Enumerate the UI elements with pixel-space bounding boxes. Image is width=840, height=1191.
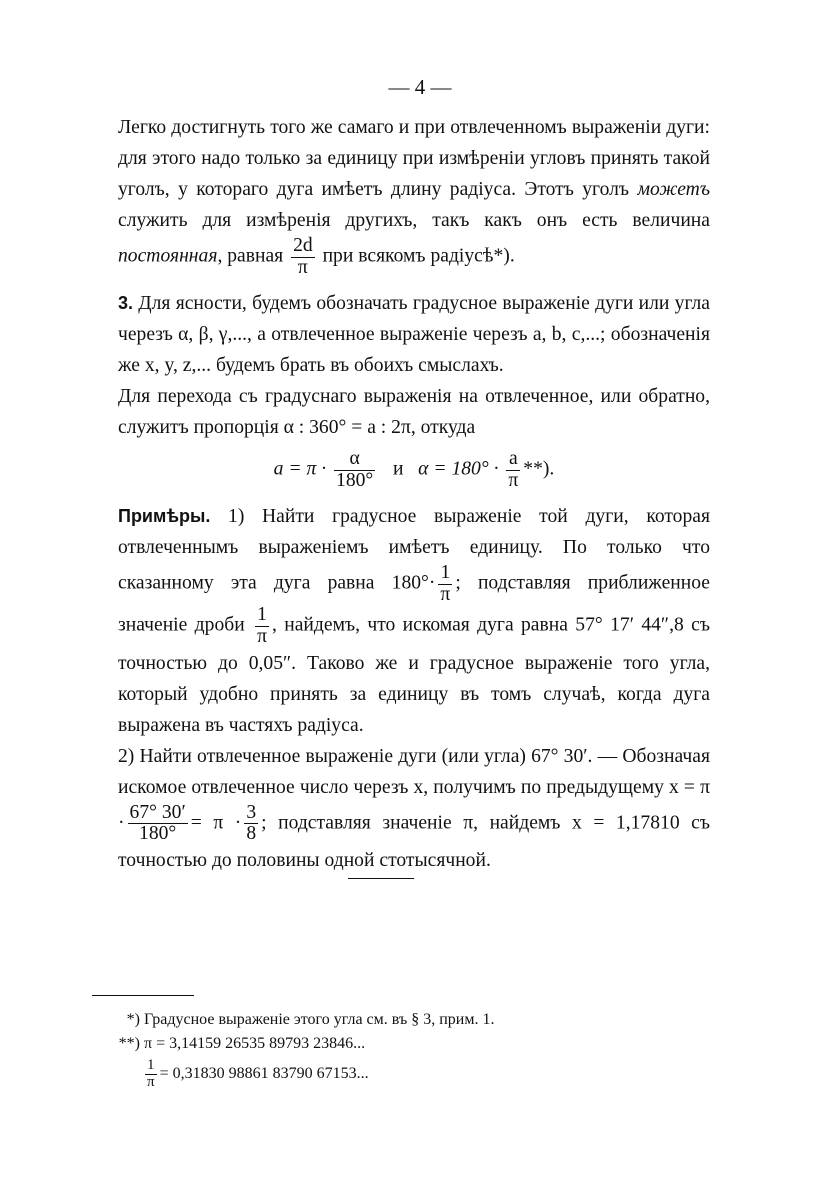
example-2 — [118, 741, 710, 876]
para1-text-a: Легко достигнуть того же самаго и при отвлеченномъ выраженіи дуги: для этого надо только за единицу при измѣреніи угловъ принять такой уголъ, у котораго дуга имѣетъ длину радіуса. Этотъ уголъ — [118, 117, 710, 200]
footnote-frac-num: 1 — [145, 1058, 157, 1075]
para2-text: Для ясности, будемъ обозначать градусное выраженіе дуги или угла черезъ α, β, γ,..., а отвлеченное выраженіе черезъ a, b, c,...; обозначенія же x, y, z,... будемъ брать въ обоихъ смыслахъ. — [118, 293, 710, 377]
para3-text: Для перехода съ градуснаго выраженія на отвлеченное, или обратно, служитъ пропорція α : 360° = a : 2π, откуда — [118, 386, 710, 439]
ex2-f2-num: 3 — [246, 801, 257, 823]
footnote-2-mark: **) — [118, 1035, 140, 1052]
formula-conjunction: и — [392, 458, 404, 480]
example-1 — [118, 501, 710, 740]
examples-label: Примѣры. — [118, 506, 211, 527]
ex2-fraction-2 — [244, 803, 258, 845]
formula-f2-num: a — [506, 449, 520, 471]
fraction-2d-over-pi — [291, 236, 315, 278]
footnote-2-continuation — [112, 1058, 672, 1091]
ex1-text-b: ; подставляя приближенное значеніе дроби — [118, 572, 710, 636]
ex1-fraction-1 — [438, 563, 452, 605]
ex1-f2-den: π — [257, 625, 267, 647]
ex1-f1-num: 1 — [438, 563, 452, 585]
footnotes — [112, 1008, 672, 1091]
ex2-f1-num: 67° 30′ — [129, 801, 186, 823]
para1-text-d: при всякомъ радіусѣ*). — [317, 245, 515, 267]
footnote-1-text: Градусное выраженіе этого угла см. въ § 3, прим. 1. — [144, 1011, 495, 1028]
ex1-f1-den: π — [440, 583, 451, 605]
formula-lhs-1: a = π · — [273, 458, 327, 480]
section-end-rule — [348, 878, 414, 879]
section-number: 3. — [118, 293, 134, 314]
ex2-f2-den: 8 — [246, 823, 257, 845]
para1-text-b: служить для измѣренія другихъ, такъ какъ онъ есть величина — [118, 210, 710, 231]
page-number: — 4 — — [388, 75, 452, 99]
formula-footnote-mark: **). — [523, 458, 555, 480]
footnote-frac-den: π — [147, 1073, 155, 1090]
formula-fraction-1 — [334, 449, 375, 491]
paragraph-1 — [118, 112, 710, 278]
ex1-text-c: , найдемъ, что искомая дуга равна 57° 17′ 44″,8 съ точностью до 0,05″. Таково же и градусное выраженіе того угла, который удобно принять за единицу въ томъ случаѣ, когда дуга выражена въ частяхъ радіуса. — [118, 614, 710, 736]
ex2-text-a: 2) Найти отвлеченное выраженіе дуги (или угла) 67° 30′. — Обозначая искомое отвлеченное число черезъ x, получимъ по предыдущему x = π · — [118, 745, 710, 834]
ex1-fraction-2 — [255, 605, 269, 647]
paragraph-3 — [118, 381, 710, 443]
main-text — [118, 112, 710, 876]
ex2-f1-den: 180° — [139, 823, 177, 845]
ex1-f2-num: 1 — [255, 605, 269, 627]
ex1-text-a: 1) Найти градусное выраженіе той дуги, которая отвлеченнымъ выраженіемъ имѣетъ единицу. По только что сказанному эта дуга равна 180°· — [118, 506, 710, 594]
footnote-1 — [112, 1008, 672, 1032]
frac-denominator: π — [297, 256, 308, 278]
footnote-2-text: π = 3,14159 26535 89793 23846... — [144, 1035, 366, 1052]
para1-text-c: , равная — [217, 245, 289, 267]
formula-f1-num: α — [334, 449, 375, 471]
footnote-fraction — [145, 1058, 157, 1091]
paragraph-2 — [118, 288, 710, 381]
ex2-fraction-1 — [128, 803, 188, 845]
ex2-text-b: ; подставляя значеніе π, найдемъ x = 1,17810 съ точностью до половины одной стотысячной. — [118, 812, 710, 871]
formula-f1-den: 180° — [336, 469, 374, 491]
formula-fraction-2 — [506, 449, 520, 491]
para1-italic-1: можетъ — [637, 179, 710, 200]
footnote-2 — [112, 1032, 672, 1056]
footnote-separator-rule — [92, 995, 194, 996]
formula-f2-den: π — [508, 469, 519, 491]
para1-italic-2: постоянная — [118, 245, 218, 267]
formula-lhs-2: α = 180° · — [418, 458, 499, 480]
footnote-1-mark: *) — [126, 1011, 140, 1028]
footnote-3-text: = 0,31830 98861 83790 67153... — [159, 1065, 369, 1083]
frac-numerator: 2d — [293, 235, 313, 256]
ex2-text-mid: = π · — [190, 812, 242, 834]
formula-conversion — [118, 449, 710, 491]
